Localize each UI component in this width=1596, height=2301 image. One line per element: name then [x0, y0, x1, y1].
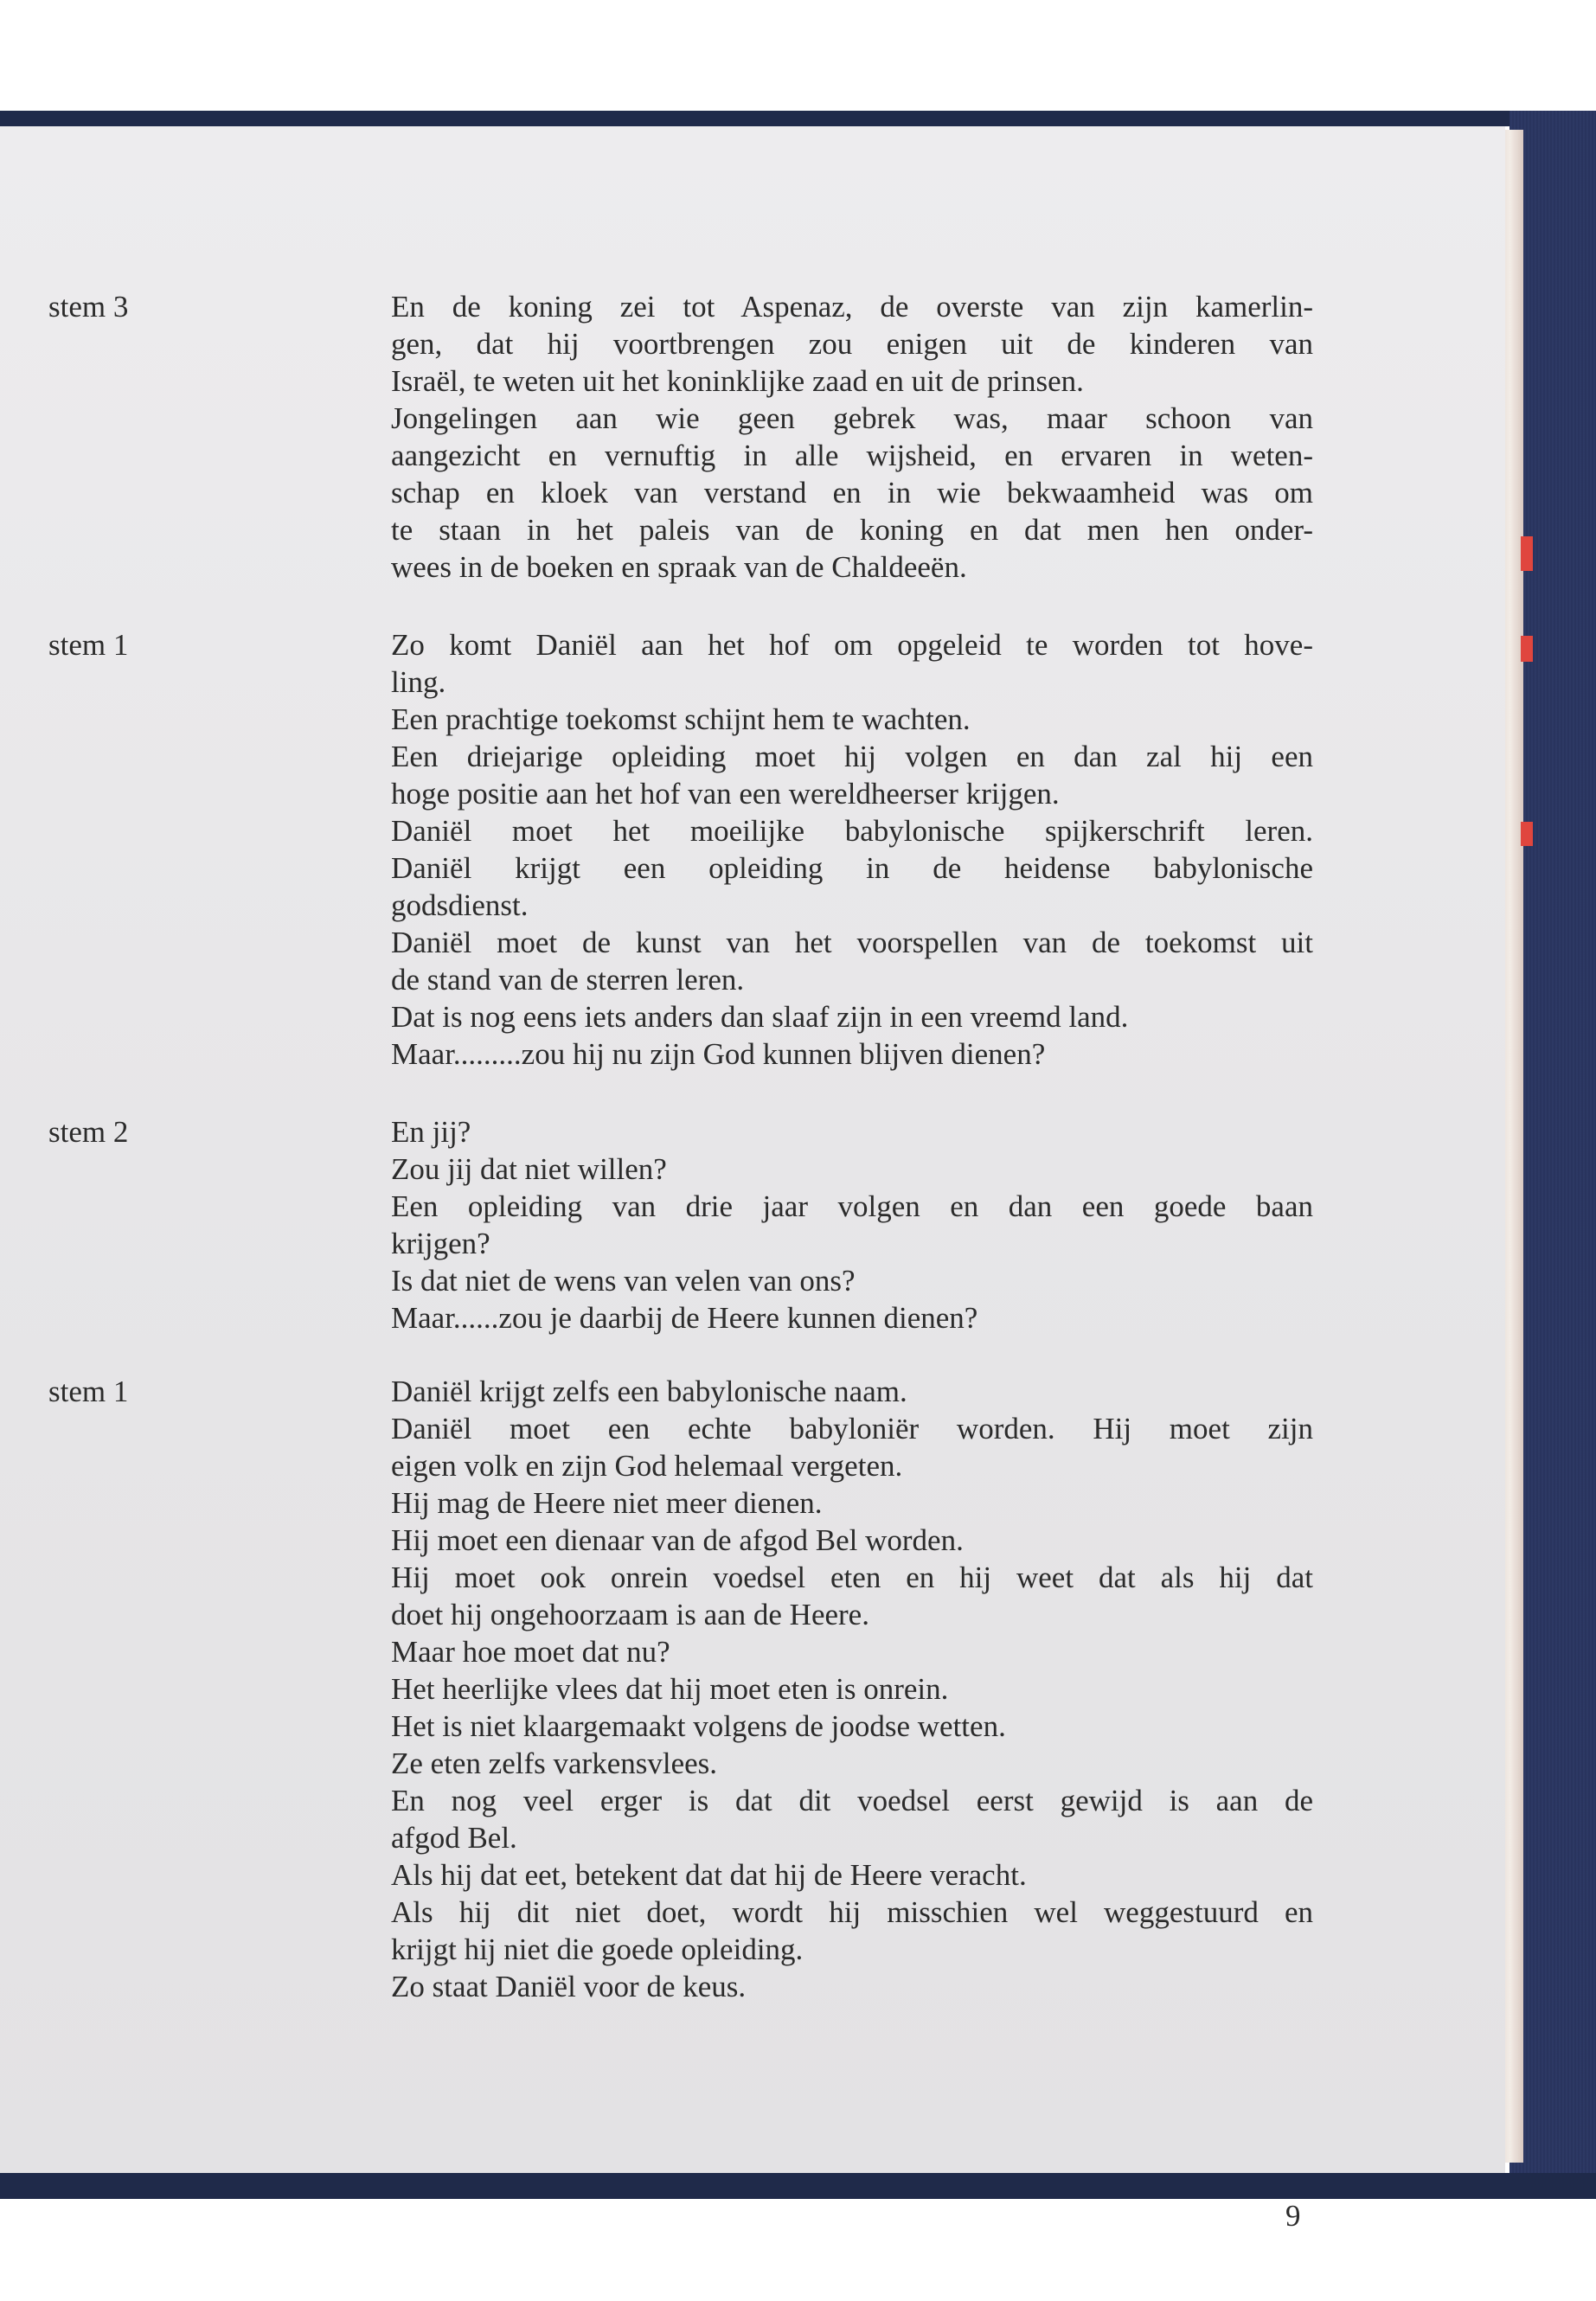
- text-line: Als hij dat eet, betekent dat dat hij de Heere veracht.: [391, 1858, 1027, 1892]
- text-line: Is dat niet de wens van velen van ons?: [391, 1264, 856, 1298]
- text-line: Zou jij dat niet willen?: [391, 1152, 667, 1186]
- speaker-label: stem 1: [48, 1375, 129, 1408]
- text-line: Maar hoe moet dat nu?: [391, 1635, 670, 1669]
- page-number: 9: [1285, 2199, 1301, 2233]
- speaker-label: stem 1: [48, 628, 129, 662]
- text-line: Ze eten zelfs varkensvlees.: [391, 1747, 718, 1780]
- book-cover-bottom-edge: [0, 2173, 1596, 2199]
- text-line: Zo komt Daniël aan het hof om opgeleid te worden tot hove-: [391, 628, 1313, 662]
- text-line: aangezicht en vernuftig in alle wijsheid, en ervaren in weten-: [391, 439, 1313, 472]
- text-line: Israël, te weten uit het koninklijke zaad en uit de prinsen.: [391, 364, 1084, 398]
- text-line: krijgt hij niet die goede opleiding.: [391, 1932, 804, 1966]
- text-line: Daniël moet de kunst van het voorspellen van de toekomst uit: [391, 926, 1313, 959]
- text-line: Maar.........zou hij nu zijn God kunnen blijven dienen?: [391, 1037, 1046, 1071]
- text-line: En jij?: [391, 1115, 471, 1149]
- text-line: Zo staat Daniël voor de keus.: [391, 1970, 747, 2003]
- text-line: En de koning zei tot Aspenaz, de overste van zijn kamerlin-: [391, 290, 1313, 324]
- text-line: Daniël moet een echte babyloniër worden. Hij moet zijn: [391, 1412, 1313, 1445]
- dialogue-text: [391, 1113, 1313, 1336]
- text-line: afgod Bel.: [391, 1821, 517, 1855]
- text-line: eigen volk en zijn God helemaal vergeten.: [391, 1449, 903, 1483]
- text-line: Hij mag de Heere niet meer dienen.: [391, 1486, 823, 1520]
- speaker-label: stem 3: [48, 290, 129, 324]
- page-sheet: [0, 126, 1505, 2233]
- text-line: gen, dat hij voortbrengen zou enigen uit de kinderen van: [391, 327, 1313, 361]
- dialogue-text: [391, 1373, 1313, 2005]
- text-line: Als hij dit niet doet, wordt hij misschien wel weggestuurd en: [391, 1895, 1313, 1929]
- dialogue-text: [391, 626, 1313, 1073]
- text-line: Een opleiding van drie jaar volgen en dan een goede baan: [391, 1189, 1313, 1223]
- text-line: hoge positie aan het hof van een wereldheerser krijgen.: [391, 777, 1060, 811]
- text-line: Het heerlijke vlees dat hij moet eten is onrein.: [391, 1672, 949, 1706]
- text-line: Dat is nog eens iets anders dan slaaf zijn in een vreemd land.: [391, 1000, 1129, 1034]
- text-line: doet hij ongehoorzaam is aan de Heere.: [391, 1598, 869, 1631]
- text-line: te staan in het paleis van de koning en dat men hen onder-: [391, 513, 1313, 547]
- dialogue-text: [391, 288, 1313, 586]
- text-line: schap en kloek van verstand en in wie bekwaamheid was om: [391, 476, 1313, 510]
- red-page-tab: [1521, 822, 1533, 846]
- text-line: krijgen?: [391, 1227, 490, 1260]
- text-line: godsdienst.: [391, 888, 529, 922]
- text-line: wees in de boeken en spraak van de Chaldeeën.: [391, 550, 967, 584]
- text-line: Maar......zou je daarbij de Heere kunnen dienen?: [391, 1301, 978, 1335]
- red-page-tab: [1521, 536, 1533, 571]
- speaker-label: stem 2: [48, 1115, 129, 1149]
- text-line: Daniël krijgt zelfs een babylonische naam.: [391, 1375, 907, 1408]
- text-line: Daniël krijgt een opleiding in de heidense babylonische: [391, 851, 1313, 885]
- red-page-tab: [1521, 636, 1533, 662]
- text-line: Een prachtige toekomst schijnt hem te wachten.: [391, 702, 971, 736]
- text-line: Het is niet klaargemaakt volgens de joodse wetten.: [391, 1709, 1006, 1743]
- book-cover-top-edge: [0, 111, 1596, 126]
- text-line: Jongelingen aan wie geen gebrek was, maar schoon van: [391, 401, 1313, 435]
- text-line: Hij moet ook onrein voedsel eten en hij weet dat als hij dat: [391, 1561, 1313, 1594]
- text-line: Hij moet een dienaar van de afgod Bel worden.: [391, 1523, 964, 1557]
- text-line: Daniël moet het moeilijke babylonische spijkerschrift leren.: [391, 814, 1313, 848]
- text-line: En nog veel erger is dat dit voedsel eerst gewijd is aan de: [391, 1784, 1313, 1817]
- text-line: de stand van de sterren leren.: [391, 963, 745, 997]
- text-line: ling.: [391, 665, 446, 699]
- text-line: Een driejarige opleiding moet hij volgen en dan zal hij een: [391, 740, 1313, 773]
